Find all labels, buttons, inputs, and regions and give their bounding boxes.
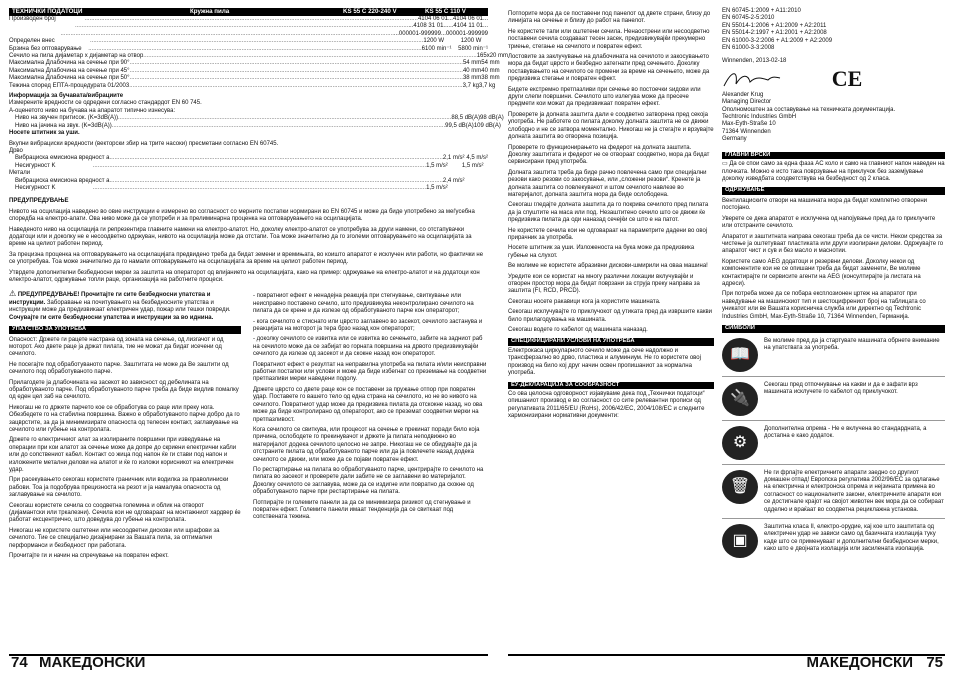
usage-paragraph: Потпирајте ги големите панели за да се минимизира ризикот од стегнување и повратен ефект. Големите панели имаат тенденција да се свиткаат под сопствената тежина. bbox=[253, 499, 471, 521]
spec-label: Ниво на звучен притисок. (K=3dB(A)) bbox=[15, 115, 118, 122]
spec-value-2: 40 mm bbox=[481, 67, 500, 74]
spec-row bbox=[15, 155, 488, 162]
usage-paragraph: Лостовите за заклучување на длабочината на сечилото и закосувањето мора да бидат цврсто и безбедно затегнати пред сечењето. Доколку поставувањето на сечилото се промени за време на сечењето, може да предизвика стегање и повратен ефект. bbox=[508, 54, 710, 83]
leader-dots: ........................................................................................................................................................................................................ bbox=[129, 82, 463, 89]
safety-box-bold2: Сочувајте ги сите безбедносни упатства и инструкции за во иднина. bbox=[9, 314, 214, 321]
norm-item: EN 61000-3-2:2006 + A1:2009 + A2:2009 bbox=[722, 37, 833, 44]
leader-dots: ........................................................................................................................................................................................................ bbox=[111, 122, 446, 129]
right-column-1 bbox=[508, 8, 714, 421]
spec-title: СПЕЦИФИЦИРАНИ УСЛОВИ НА УПОТРЕБА bbox=[508, 338, 714, 346]
spec-value-1: 4104 06 01... bbox=[417, 16, 453, 22]
spec-value-2: 4,5 m/s² bbox=[466, 155, 488, 162]
noise-rows bbox=[9, 115, 504, 130]
noise-text: Измерените вредности се одредени согласно стандардот EN 60 745. bbox=[9, 100, 202, 107]
spec-row bbox=[15, 185, 488, 192]
norm-item: EN 60745-2-5:2010 bbox=[722, 15, 775, 22]
tech-data-header bbox=[9, 8, 488, 16]
usage-paragraph: Секогаш користете сечила со соодветна големина и облик на отворот (дијамантски или тркалезни). Сечила кои не одговараат на монтажниот хардвер ќе работат ексцентрично, што доведува до губење на контролата. bbox=[9, 502, 241, 524]
mains-title: ГЛАВНИ ВРСКИ bbox=[722, 152, 945, 160]
warning-title: ПРЕДУПРЕДУВАЊЕ bbox=[9, 198, 69, 205]
right-page bbox=[508, 8, 945, 671]
ear-protection: Носете штитник за уши. bbox=[9, 130, 80, 137]
accessory-icon: ⚙ bbox=[722, 426, 758, 460]
spec-value-2: 98 dB(A) bbox=[480, 115, 504, 122]
usage-paragraph: - доколку сечилото се извитка или се извитка во сечењето, забите на задниот раб на сечилото може да се забијат во горната површина на дрвото предизвикувајќи сечилото да излезе од засекот и да скокне назад кон операторот. bbox=[253, 336, 483, 358]
spec-label: Максимална Длабочина на сечење при 90° bbox=[9, 60, 130, 67]
spec-label: Несигурност K bbox=[15, 162, 56, 169]
spec-label: Ниво на јачина на звук. (K=3dB(A)) bbox=[15, 122, 112, 129]
spec-value-2: 5800 min⁻¹ bbox=[458, 45, 488, 52]
norm-item: EN 61000-3-3:2008 bbox=[722, 45, 775, 52]
unplug-icon: 🔌 bbox=[722, 382, 758, 416]
class-ii-icon: ▣ bbox=[722, 524, 758, 558]
warning-p4: Утврдете дополнителни безбедносни мерки за заштита на операторот од влијанието на осцилацијата, како на пример: одржување на електро-алатот и на додатоци кон електро-алатот, одржување топли раце, организација на работните процеси. bbox=[9, 269, 480, 283]
company-line: Techtronic Industries GmbH bbox=[722, 114, 797, 121]
spec-label: Максимална Длабочина на сечење при 45° bbox=[9, 67, 130, 74]
place-date: Winnenden, 2013-02-18 bbox=[722, 58, 787, 65]
spec-label: Производен број bbox=[9, 16, 56, 22]
usage-paragraph: - повратниот ефект е ненадејна реакција при стегнување, свиткување или неисправно поставено сечило, што предизвикува неконтролирано сечилото на пилата да се крене и да излезе од обработуваното парче кон операторот; bbox=[253, 293, 474, 315]
spec-value-2: 3,7 kg bbox=[478, 82, 496, 89]
spec-row bbox=[9, 16, 488, 23]
metal-rows bbox=[9, 178, 488, 193]
left-column-1 bbox=[9, 290, 241, 560]
spec-row bbox=[9, 53, 509, 60]
mains-text bbox=[722, 161, 945, 183]
maint-paragraph: При потреба може да се побара експлозионен цртеж на апаратот при наведување на машинскиот тип и шестоцифрениот број на таблицата со уникатот или ве Вашата корисничка служба или директно од Techtronic Industries GmbH, Max-Eyth-Straße 10, 71364 Winnenden, Германија. bbox=[722, 291, 926, 320]
usage-paragraph: Бидете екстремно претпазливи при сечење во постоечки ѕидови или други слепи површини. Сечилото што излегува може да пресече предмети кои можат да предизвикаат повратен ефект. bbox=[508, 86, 701, 108]
symbols-list bbox=[722, 338, 945, 558]
usage-paragraph: Не користете сечила кои не одговараат на параметрите дадени во овој прирачник за употреба. bbox=[508, 227, 708, 241]
divider bbox=[722, 376, 945, 377]
right-footer bbox=[508, 654, 945, 671]
spec-label: Определен внес bbox=[9, 38, 55, 45]
leader-dots: ........................................................................................................................................................................................................ bbox=[89, 38, 424, 45]
usage-paragraph: Опасност: Држете ги рацете настрана од зоната на сечење, од лизгачот и од моторот. Ако двете раце ја држат пилата, тие не можат да бидат исечени од сечилото. bbox=[9, 336, 224, 358]
company-address bbox=[722, 114, 945, 144]
spec-value-2: 1200 W bbox=[460, 38, 482, 45]
norm-item: EN 55014-1:2006 + A1:2009 + A2:2011 bbox=[722, 22, 827, 29]
maint-paragraph: Апаратот и заштитната направа секогаш треба да се чисти. Некои средства за чистење ја оштетуваат пластиката или други изолирани делови. Одржувајте го апаратот чист и сув и без масло и маснотии. bbox=[722, 233, 944, 255]
ce-mark: CE bbox=[831, 66, 863, 92]
warning-p1: Нивото на осцилација наведено во овие инструкции е измерено во согласност со мерните постапки нормирани во EN 60745 и може да биде употребено за меѓусебна споредба на електро-алати. Ова ниво може да се употреби и за прелиминарна проценка на оптоварувањето на осцилацијата. bbox=[9, 208, 475, 223]
spec-value-1: ...4108 31 01... bbox=[408, 23, 449, 30]
safety-box-text: Заборавање на почитувањето на безбедносните упатства и инструкции може да предизвикаат електричен удар, пожар или тешки повреди. bbox=[9, 299, 231, 314]
spec-label bbox=[9, 31, 61, 38]
spec-row bbox=[9, 67, 500, 75]
usage-paragraph: Не користете тапи или оштетени сечила. Ненаострени или несоодветно поставени сечила создаваат тесен засек, предизвикувајќи прекумерно триење, стегање на сечилото и повратен ефект. bbox=[508, 28, 710, 50]
spec-value-1: 54 mm bbox=[462, 60, 482, 67]
spec-row bbox=[9, 82, 496, 90]
maint-paragraph: Користете само AEG додатоци и резервни делови. Доколку некои од компонентите кои не се опишани треба да бидат заменети, Ве молиме контактирајте ги сервисите агенти на AEG (консултирајте ја листата на адреси). bbox=[722, 258, 921, 287]
sym-title: СИМБОЛИ bbox=[722, 325, 945, 333]
usage-paragraph: Држете цврсто со двете раце кон се поставени за пружање отпор при повратен удар. Поставете го вашето тело од една страна на сечилото, но не во нивото на сечилото. Повратниот удар може да предизвика пилата да отскокне назад, но ова може да биде контролирано од операторот, ако се преземат соодветни мерки на претпазливост. bbox=[253, 386, 483, 423]
usage-paragraph: - кога сечилото е стиснато или цврсто заглавено во засекот, сечилото застанува и реакцијата на моторот ја тера брзо назад кон операторот; bbox=[253, 318, 483, 333]
model1: KS 55 C 220-240 V bbox=[343, 8, 397, 15]
leader-dots: ........................................................................................................................................................................................................ bbox=[92, 162, 427, 169]
leader-dots: ........................................................................................................................................................................................................ bbox=[117, 115, 452, 122]
symbol-row bbox=[722, 524, 945, 558]
symbol-text: Секогаш пред отпочнување на какви и да е зафати врз машината исклучете го кабелот од приклучокот. bbox=[764, 381, 918, 395]
tech-data-title: ТЕХНИЧКИ ПОДАТОЦИ bbox=[12, 8, 83, 15]
spec-label: Сечило на пила дијаметар x дијаметар на отвор bbox=[9, 53, 144, 60]
mains-text-content: Да се спои само за една фаза AC коло и само на главниот напон наведен на плочката. Можно е исто така поврзување на приклучок без заземјување доколку изведбата соодветствува на безбедност од 2 класа. bbox=[722, 161, 945, 182]
norm-item: EN 60745-1:2009 + A11:2010 bbox=[722, 8, 801, 14]
spec-row bbox=[9, 31, 488, 38]
spec-value-1: 1200 W bbox=[423, 38, 445, 45]
usage-paragraph: Држете го електричниот алат за изолираните површини при изведување на операции при кои алатот за сечење може да допре до скриени електрични кабли или до сопствениот кабел. Контакт со жица под напон ќе ги стави под напон и изложените метални делови на алатот и ќе го изложи корисникот на електричен удар. bbox=[9, 437, 237, 474]
maint-title: ОДРЖУВАЊЕ bbox=[722, 187, 945, 195]
spec-row bbox=[9, 46, 488, 53]
spec-value-1: 6100 min⁻¹ bbox=[421, 45, 452, 52]
ac-plug-icon: ▭ bbox=[722, 161, 728, 168]
leader-dots: ........................................................................................................................................................................................................ bbox=[129, 67, 463, 74]
usage-paragraph: Повратниот ефект е резултат на неправилна употреба на пилата и/или неисправни работни постапки или услови и може да биде избегнат со преземање на соодветни претпазливи мерки наведени подолу. bbox=[253, 361, 487, 383]
spec-value-1: 99,5 dB(A) bbox=[445, 122, 474, 129]
model2: KS 55 C 110 V bbox=[425, 8, 466, 15]
leader-dots: ........................................................................................................................................................................................................ bbox=[143, 53, 477, 60]
spec-label: Вибрациска емисиона вредност a bbox=[15, 155, 110, 162]
signature-icon bbox=[722, 68, 782, 90]
usage-paragraph: Секогаш носете ракавици кога ја користите машината. bbox=[508, 298, 661, 305]
left-footer bbox=[9, 654, 488, 671]
usage-paragraph: Проверете ја долната заштита дали е соодветно затворена пред секоја употреба. Не работете со пилата доколку долната заштита не се движи слободно и не се затвора моментално. Никогаш не ја стегајте и врзувајте долната заштита во отворена позиција. bbox=[508, 111, 714, 141]
spec-value-2: ...4104 11 01... bbox=[448, 23, 488, 30]
usage-paragraph: Секогаш гледајте долната заштита да го покрива сечилото пред пилата да ја спуштите на маса или под. Незаштитено сечило што се движи ќе предизвика пилата да оди наназад сечејќи се што е на патот. bbox=[508, 202, 709, 224]
left-column-2 bbox=[253, 290, 488, 521]
usage-paragraph: Носете штитник за уши. Изложеноста на бука може да предизвика губење на слухот. bbox=[508, 245, 695, 259]
divider bbox=[722, 420, 945, 421]
leader-dots: ........................................................................................................................................................................................................ bbox=[92, 184, 427, 191]
symbol-text: Заштитна класа II, електро-орудие, кај кое што заштитата од електричен удар не зависи само од базичната изолација туку каде што се применуваат и дополнителни безбедносни мерки, како што е двојната изолација или засилената изолација. bbox=[764, 523, 939, 553]
spec-value-2: 1,5 m/s² bbox=[461, 162, 484, 169]
product-name: Кружна пила bbox=[190, 8, 230, 15]
divider bbox=[722, 464, 945, 465]
weee-bin-icon: 🗑 bbox=[722, 470, 758, 504]
warning-p3: За прецизна проценка на оптоварувањето на осцилацијата предвидено треба да бидат земени и времињата, во коишто апаратот е исклучен или работи, но фактички не се употребува. Тоа може значително да го намали оптоварувањето на осцилацијата за време на целиот работен период. bbox=[9, 251, 484, 266]
usage-paragraph: Прочитајте ги и начин на спречување на повратен ефект. bbox=[9, 553, 169, 560]
spec-label: Тежина според ЕПТА-процедурата 01/2003 bbox=[9, 82, 130, 89]
spec-row bbox=[15, 122, 501, 130]
right-page-number: 75 bbox=[926, 654, 943, 671]
maint-paragraphs bbox=[722, 198, 945, 321]
company-line: 71364 Winnenden bbox=[722, 128, 771, 135]
spec-label bbox=[9, 23, 75, 30]
spec-value-1: 2,1 m/s² bbox=[442, 155, 465, 162]
spec-value-1: 3,7 kg bbox=[462, 82, 479, 89]
usage-paragraph: Секогаш водете го кабелот од машината наназад. bbox=[508, 327, 648, 334]
spec-value-2: 54 mm bbox=[481, 60, 500, 67]
spec-row bbox=[9, 60, 500, 67]
spec-row bbox=[9, 75, 500, 82]
vib-text: Вкупни вибрациски вредности (векторски збир на трите насоки) пресметани согласно EN 60745. bbox=[9, 140, 279, 147]
usage-paragraph: Потпорите мора да се поставени под панелот од двете страни, близу до линијата на сечење и близу до работ на панелот. bbox=[508, 11, 711, 25]
divider bbox=[722, 518, 945, 519]
spec-value-1: 38 mm bbox=[462, 75, 482, 82]
leader-dots: ........................................................................................................................................................................................................ bbox=[109, 155, 443, 162]
auth-text: Ополномоштен за составување на техничката документација. bbox=[722, 106, 896, 113]
spec-value-2: 109 dB(A) bbox=[473, 122, 501, 129]
spec-label: Брзина без оптоварување bbox=[9, 45, 82, 52]
leader-dots: ........................................................................................................................................................................................................ bbox=[88, 45, 422, 52]
symbol-text: Дополнителна опрема - Не е вклучена во стандардната, а достапна е како додаток. bbox=[764, 425, 927, 439]
read-manual-icon: 📖 bbox=[722, 338, 758, 372]
leader-dots: ........................................................................................................................................................................................................ bbox=[60, 30, 394, 37]
tech-rows bbox=[9, 16, 509, 90]
symbol-row bbox=[722, 338, 945, 372]
right-column-2 bbox=[722, 8, 945, 558]
spec-value-1: 88,5 dB(A) bbox=[451, 115, 481, 122]
spec-value-2: ...000001-999999 bbox=[440, 30, 488, 37]
left-page bbox=[9, 8, 509, 671]
symbol-row bbox=[722, 382, 945, 416]
usage-paragraph: Кога сечилото се свиткува, или процесот на сечење е прекинат поради било која причина, ослободете го прекинувачот и држете ја пилата неподвижно во материјалот додека сечилото целосно не запре. Никогаш не се обидувајте да ја отстраните пилата од обработуваното парче или да ја повлечете назад додека сечилото се движи, или може да се појави повратен ефект. bbox=[253, 426, 480, 463]
leader-dots: ........................................................................................................................................................................................................ bbox=[109, 177, 443, 184]
company-line: Max-Eyth-Straße 10 bbox=[722, 121, 776, 128]
usage-paragraph: Не посегајте под обработуваното парче. Заштитата не може да Ве заштити од сечилото под обработуваното парче. bbox=[9, 361, 229, 376]
usage-paragraph: Никогаш не го држете парчето кое се обработува со раце или преку нога. Обезбедете го на стабилна површина. Важно е обработуваното парче добро да го зацврстите, за да ја минимизирате опасноста од телесен контакт, заглавување на сечилото или губење на контролата. bbox=[9, 404, 240, 433]
maint-paragraph: Уверете се дека апаратот е исклучена од напојување пред да го приклучите или отстраните сечилото. bbox=[722, 215, 936, 230]
symbol-text: Не ги фрлајте електричните апарати заедно со другиот домашен отпад! Европска регулатива 2002/96/ЕС за одлагање на електрична и електронска опрема и нејзината примена во согласност со националните закони, електричните апарати кои се достигнале крајот на својот животен век мора да се собираат одделно и враќаат во соодветна рециклажна установа. bbox=[764, 469, 944, 513]
spec-row bbox=[9, 23, 488, 30]
spec-value-1: 1,5 m/s² bbox=[426, 184, 448, 191]
symbol-text: Ве молиме пред да ја стартувате машината обрнете внимание на упатствата за употреба. bbox=[764, 337, 940, 351]
usage-paragraph: Долната заштита треба да биде рачно повлечена само при специјални резови како резови со закосување, или „сложени резови“. Кренете ја долната заштита со повлекувачот и штом сечилото навлезе во материјалот, долната заштита мора да биде ослободена. bbox=[508, 169, 707, 198]
maint-paragraph: Вентилациските отвори на машината мора да бидат комплетно отворени постојано. bbox=[722, 197, 928, 212]
leader-dots: ........................................................................................................................................................................................................ bbox=[84, 16, 418, 22]
usage-paragraph: Уредите кои се користат на многу различни локации вклучувајќи и отворен простор мора да бидат поврзани за струја преку направа за заштита (FI, RCD, PRCD). bbox=[508, 273, 700, 295]
wood-rows bbox=[9, 155, 488, 170]
leader-dots: ........................................................................................................................................................................................................ bbox=[129, 75, 463, 82]
safety-box-bold: ПРЕДУПРЕДУВАЊЕ! Прочитајте ги сите безбедносни упатства и инструкции. bbox=[9, 292, 211, 306]
norm-item: EN 55014-2:1997 + A1:2001 + A2:2008 bbox=[722, 30, 827, 37]
spec-value-1: 165x20 mm bbox=[476, 53, 509, 60]
usage-paragraph: Проверете го функционирањето на федерот на долната заштита. Доколку заштитата и федерот не се отвораат соодветно, мора да бидат сервисирани пред употреба. bbox=[508, 144, 710, 166]
symbol-row bbox=[722, 426, 945, 460]
spec-row bbox=[9, 38, 488, 45]
safety-box bbox=[9, 290, 241, 322]
left-language: МАКЕДОНСКИ bbox=[39, 654, 146, 671]
spec-label: Несигурност K bbox=[15, 184, 56, 191]
warning-triangle-icon: ⚠ bbox=[9, 289, 17, 299]
spec-value-1: 40 mm bbox=[462, 67, 482, 74]
spec-value-1: ...000001-999999 bbox=[393, 30, 441, 37]
spec-value-1: 2,4 m/s² bbox=[442, 177, 465, 184]
spec-row bbox=[15, 163, 488, 170]
spec-value-1: 1,5 m/s² bbox=[426, 162, 448, 169]
company-line: Germany bbox=[722, 136, 747, 143]
signer-title: Managing Director bbox=[722, 99, 772, 106]
usage-paragraph: Никогаш не користете оштетени или несоодветни дискови или шрафови за сечилото. Тие се специјално дизајнирани за Вашата пила, за оптимални перформанси и безбедност при работата. bbox=[9, 527, 220, 549]
leader-dots: ........................................................................................................................................................................................................ bbox=[129, 60, 463, 67]
spec-value-2 bbox=[462, 185, 488, 192]
metal-label: Метали bbox=[9, 170, 31, 177]
spec-row bbox=[15, 178, 488, 185]
right-col1-paragraphs bbox=[508, 11, 714, 334]
right-language: МАКЕДОНСКИ bbox=[806, 654, 913, 671]
wood-label: Дрво bbox=[9, 147, 23, 154]
ec-title: ЕУ-ДЕКЛАРАЦИЈА ЗА СООБРАЗНОСТ bbox=[508, 382, 714, 390]
noise-title: Информација за бучавата/вибрациите bbox=[9, 93, 124, 100]
signer: Alexander Krug bbox=[722, 91, 764, 98]
usage-paragraph: Ве молиме не користете абразивни дискови-шмирили на оваа машина! bbox=[508, 263, 708, 270]
norms-list bbox=[722, 8, 945, 52]
usage-paragraph: Прилагодете ја длабочината на засекот во зависност од дебелината на обработуваното парче. Под обработуваното парче треба да биде видлив помалку од еден цел заб на сечилото. bbox=[9, 379, 239, 401]
spec-row bbox=[15, 115, 504, 122]
spec-label: Вибрациска емисиона вредност a bbox=[15, 177, 110, 184]
spec-text: Електрокаса циркуларното сечило може да сече надолжно и трансферзално во дрво, пластика и алуминиум. Не го користете овој производ на било кој друг начин освен пропишаниот за нормална употреба. bbox=[508, 347, 701, 377]
spec-value-2: 4104 06 01... bbox=[452, 16, 488, 22]
spec-value-2: 38 mm bbox=[481, 75, 500, 82]
spec-label: Максимална Длабочина на сечење при 50° bbox=[9, 75, 130, 82]
left-page-number: 74 bbox=[11, 654, 28, 671]
leader-dots: ........................................................................................................................................................................................................ bbox=[74, 23, 409, 30]
usage-paragraph: По рестартирање на пилата во обработуваното парче, центрирајте го сечилото на пилата во засекот и проверете дали забите не се заглавени во материјалот. Доколку сечилото се заглавува, може да се издигне или повратно да скокне од обработуваното парче при рестартирање на пилата. bbox=[253, 466, 484, 496]
usage-paragraph: При расекувањето секогаш користете граничник или водилка за праволиниски рабови. Тоа ја подобрува прецизноста на резот и ја намалува опасноста од заглавување на сечилото. bbox=[9, 477, 229, 499]
noise-a: А-оценетото ниво на бучава на апаратот типично изнесува: bbox=[9, 107, 176, 114]
ec-text: Со ова целосна одговорност изјавуваме дека под „Технички податоци“ опишаниот производ е во согласност со сите релевантни прописи од регулативата 2011/65/EU (RoHs), 2006/42/EC, 2004/108/EC и следните хармонизирани нормативни документи: bbox=[508, 391, 705, 420]
warning-p2: Наведеното ниво на осцилација ги репрезентира главните намени на електро-алатот. Но, доколку електро-алатот се употребува за други намени, со отстапувачки додатоци или и доколку не е несоодветно одржуван, нивото на осцилација може да отстапи. Тоа може значително да го зголеми оптоварувањето на осцилацијата за време на целиот работен период. bbox=[9, 226, 472, 248]
usage-title: УПАТСТВО ЗА УПОТРЕБА bbox=[9, 326, 241, 334]
usage-paragraphs bbox=[9, 337, 241, 561]
usage-paragraph: Секогаш исклучувајте го приклучокот од утиката пред да извршите какви било прилагодувања на машината. bbox=[508, 309, 713, 323]
spec-value-2 bbox=[469, 178, 488, 185]
symbol-row bbox=[722, 470, 945, 514]
